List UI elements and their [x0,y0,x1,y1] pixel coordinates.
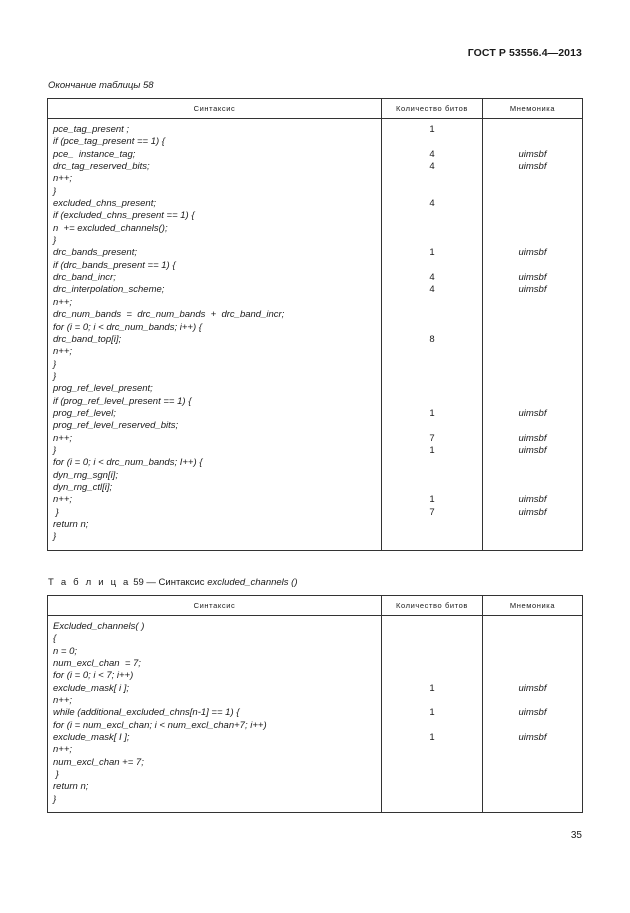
syntax-line: prog_ref_level; [53,407,116,419]
mnemonic-value: uimsbf [518,272,547,284]
syntax-line: } [53,793,57,805]
mnemonic-value [483,322,582,334]
bits-value [382,223,482,235]
syntax-line: if (drc_bands_present == 1) { [53,259,176,271]
bits-value [382,396,482,408]
mnemonic-value [483,531,582,543]
mnemonic-value: uimsbf [518,444,547,456]
syntax-line: } [53,358,57,370]
bits-value [382,633,482,645]
bits-value [382,210,482,222]
bits-value: 1 [429,444,435,456]
mnemonic-value [483,482,582,494]
document-code: ГОСТ Р 53556.4—2013 [467,47,582,59]
syntax-line: n = 0; [53,645,78,657]
column-header-mnemonic: Мнемоника [483,99,583,119]
bits-value [382,470,482,482]
mnemonic-value [483,670,582,682]
syntax-cell [48,616,382,813]
bits-cell [382,616,483,813]
table-58-caption: Окончание таблицы 58 [48,80,154,91]
syntax-line: if (excluded_chns_present == 1) { [53,210,195,222]
bits-value [382,322,482,334]
syntax-line: n += excluded_channels(); [53,222,168,234]
syntax-line: if (prog_ref_level_present == 1) { [53,395,192,407]
mnemonic-value: uimsbf [518,148,547,160]
syntax-line: num_excl_chan = 7; [53,658,141,670]
mnemonic-value: uimsbf [518,494,547,506]
mnemonic-value [483,186,582,198]
mnemonic-value: uimsbf [518,247,547,259]
bits-value: 4 [429,161,435,173]
bits-value [382,346,482,358]
bits-value [382,359,482,371]
syntax-line: } [53,185,57,197]
caption-number: 59 — Синтаксис [133,577,205,588]
syntax-line: drc_interpolation_scheme; [53,284,165,296]
bits-value [382,173,482,185]
mnemonic-value [483,695,582,707]
mnemonic-value: uimsbf [518,732,547,744]
syntax-line: num_excl_chan += 7; [53,756,144,768]
page-number: 35 [570,830,582,841]
syntax-line: pce_tag_present ; [53,124,130,135]
mnemonic-value [483,371,582,383]
mnemonic-value [483,396,582,408]
syntax-line: } [53,370,57,382]
bits-value [382,186,482,198]
bits-value [382,260,482,272]
mnemonic-value [483,359,582,371]
table-58-body-row [48,119,583,551]
bits-value [382,297,482,309]
mnemonic-value: uimsbf [518,432,547,444]
bits-value [382,371,482,383]
syntax-line: excluded_chns_present; [53,198,156,210]
bits-value [382,531,482,543]
syntax-line: if (pce_tag_present == 1) { [53,136,165,148]
syntax-line: return n; [53,781,89,793]
syntax-line: } [53,769,59,781]
caption-function: excluded_channels () [207,577,298,588]
mnemonic-cell [483,616,583,813]
mnemonic-value [483,633,582,645]
bits-value: 7 [429,506,435,518]
syntax-line: } [53,531,57,543]
syntax-line: } [53,506,59,518]
bits-value [382,658,482,670]
bits-value: 1 [429,247,435,259]
bits-value [382,646,482,658]
mnemonic-value [483,470,582,482]
syntax-line: Excluded_channels( ) [53,621,145,632]
mnemonic-value [483,309,582,321]
syntax-line: return n; [53,519,89,530]
table-59 [47,595,583,813]
table-58-header-row [48,99,583,119]
bits-value: 1 [429,407,435,419]
syntax-cell [48,119,382,551]
mnemonic-value [483,210,582,222]
column-header-bits: Количество битов [382,596,483,616]
bits-value: 1 [429,732,435,744]
mnemonic-value [483,794,582,806]
mnemonic-value [483,260,582,272]
syntax-line: n++; [53,432,73,444]
bits-value [382,383,482,395]
bits-value [382,136,482,148]
table-59-header-row [48,596,583,616]
mnemonic-value [483,383,582,395]
syntax-line: drc_band_top[i]; [53,333,122,345]
mnemonic-value [483,124,582,136]
syntax-line: prog_ref_level_reserved_bits; [53,420,179,432]
syntax-line: while (additional_excluded_chns[n-1] == 1) { [53,707,240,719]
bits-value [382,720,482,732]
table-59-caption [48,577,298,588]
syntax-line: n++; [53,494,73,506]
syntax-line: { [53,633,57,645]
caption-prefix: Т а б л и ц а [48,577,131,588]
mnemonic-value [483,136,582,148]
bits-value [382,670,482,682]
mnemonic-value [483,744,582,756]
mnemonic-value [483,769,582,781]
mnemonic-value [483,223,582,235]
bits-value: 4 [429,284,435,296]
bits-value [382,781,482,793]
mnemonic-value [483,646,582,658]
bits-value [382,457,482,469]
bits-value [382,769,482,781]
bits-value [382,519,482,531]
syntax-line: n++; [53,173,73,185]
mnemonic-value: uimsbf [518,407,547,419]
syntax-line: n++; [53,744,73,756]
mnemonic-value [483,757,582,769]
syntax-line: n++; [53,346,73,358]
bits-value [382,794,482,806]
mnemonic-value [483,658,582,670]
mnemonic-value: uimsbf [518,161,547,173]
bits-value: 4 [429,272,435,284]
mnemonic-value [483,235,582,247]
syntax-line: n++; [53,695,73,707]
mnemonic-value [483,173,582,185]
bits-value: 1 [429,682,435,694]
syntax-line: dyn_rng_ctl[i]; [53,481,113,493]
column-header-syntax: Синтаксис [48,596,382,616]
bits-value [382,621,482,633]
table-58 [47,98,583,551]
syntax-line: dyn_rng_sgn[i]; [53,469,118,481]
mnemonic-value [483,334,582,346]
syntax-line: drc_num_bands = drc_num_bands + drc_band_incr; [53,309,285,321]
bits-value: 7 [429,432,435,444]
bits-value [382,420,482,432]
mnemonic-value [483,420,582,432]
syntax-line: } [53,444,57,456]
bits-value [382,235,482,247]
mnemonic-value: uimsbf [518,506,547,518]
bits-value: 1 [429,707,435,719]
bits-value: 1 [429,124,435,135]
bits-value: 4 [429,198,435,210]
mnemonic-value [483,781,582,793]
syntax-line: } [53,235,57,247]
bits-value: 4 [429,148,435,160]
mnemonic-value [483,198,582,210]
bits-value [382,744,482,756]
mnemonic-value: uimsbf [518,682,547,694]
bits-value: 8 [429,333,435,345]
syntax-line: exclude_mask[ I ]; [53,732,130,744]
mnemonic-value [483,720,582,732]
syntax-line: for (i = num_excl_chan; i < num_excl_chan+7; i++) [53,719,267,731]
mnemonic-value [483,346,582,358]
syntax-line: prog_ref_level_present; [53,383,153,395]
mnemonic-value [483,297,582,309]
mnemonic-value: uimsbf [518,707,547,719]
bits-value: 1 [429,494,435,506]
bits-value [382,695,482,707]
bits-cell [382,119,483,551]
bits-value [382,757,482,769]
mnemonic-value: uimsbf [518,284,547,296]
table-59-body-row [48,616,583,813]
syntax-line: exclude_mask[ i ]; [53,682,130,694]
syntax-line: n++; [53,296,73,308]
syntax-line: drc_band_incr; [53,272,116,284]
mnemonic-cell [483,119,583,551]
syntax-line: for (i = 0; i < drc_num_bands; I++) { [53,457,203,469]
column-header-mnemonic: Мнемоника [483,596,583,616]
column-header-syntax: Синтаксис [48,99,382,119]
column-header-bits: Количество битов [382,99,483,119]
syntax-line: drc_tag_reserved_bits; [53,161,150,173]
mnemonic-value [483,519,582,531]
syntax-line: pce_ instance_tag; [53,148,136,160]
mnemonic-value [483,621,582,633]
bits-value [382,309,482,321]
bits-value [382,482,482,494]
syntax-line: for (i = 0; i < 7; i++) [53,670,134,682]
syntax-line: drc_bands_present; [53,247,137,259]
mnemonic-value [483,457,582,469]
syntax-line: for (i = 0; i < drc_num_bands; i++) { [53,321,202,333]
